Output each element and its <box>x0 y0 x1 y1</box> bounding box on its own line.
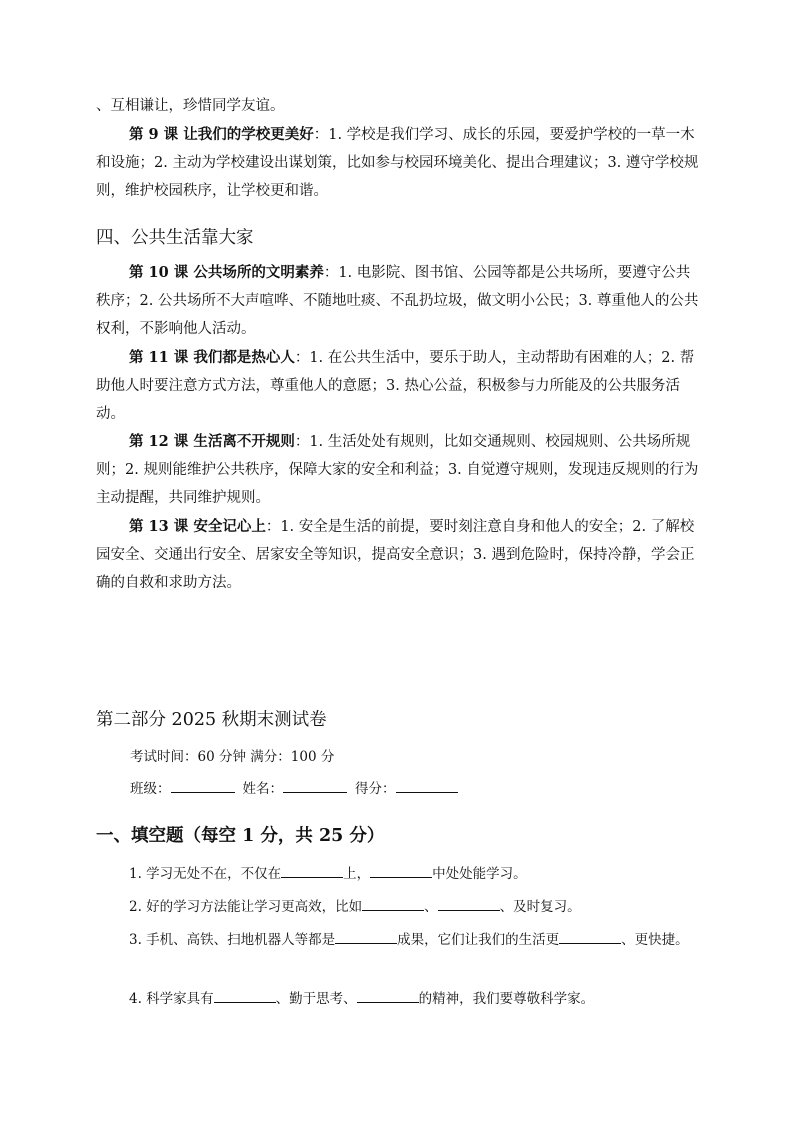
class-blank[interactable] <box>171 778 235 793</box>
lesson-12-text: ：1. 生活处处有规则，比如交通规则、校园规则、公共场所规则；2. 规则能维护公共秩序，保障大家的安全和利益；3. 自觉遵守规则，发现违反规则的行为主动提醒，共同维护规则。 <box>96 434 699 506</box>
question-1-text-b: 上， <box>343 866 371 882</box>
question-2-text-b: 、 <box>424 899 438 915</box>
question-1 <box>96 859 700 889</box>
question-1-blank-2[interactable] <box>370 863 432 878</box>
question-3-text-c: 、更快捷。 <box>621 932 689 948</box>
lesson-13-text: ：1. 安全是生活的前提，要时刻注意自身和他人的安全；2. 了解校园安全、交通出行安全、居家安全等知识，提高安全意识；3. 遇到危险时，保持冷静，学会正确的自救和求助方法。 <box>96 519 695 591</box>
question-4-text-a: 4. 科学家具有 <box>129 991 214 1007</box>
question-1-blank-1[interactable] <box>281 863 343 878</box>
lesson-11-title: 第 11 课 我们都是热心人 <box>129 349 295 366</box>
question-3-blank-1[interactable] <box>335 929 397 944</box>
name-label: 姓名： <box>242 781 283 797</box>
lesson-13-paragraph <box>96 513 700 597</box>
score-blank[interactable] <box>396 778 458 793</box>
lesson-11-text: ：1. 在公共生活中，要乐于助人，主动帮助有困难的人；2. 帮助他人时要注意方式方法，尊重他人的意愿；3. 热心公益，积极参与力所能及的公共服务活动。 <box>96 350 695 422</box>
question-3-blank-2[interactable] <box>559 929 621 944</box>
lesson-10-text: ：1. 电影院、图书馆、公园等都是公共场所，要遵守公共秩序；2. 公共场所不大声喧哗、不随地吐痰、不乱扔垃圾，做文明小公民；3. 尊重他人的公共权利，不影响他人活动。 <box>96 265 699 337</box>
question-1-text-c: 中处处能学习。 <box>432 866 527 882</box>
lesson-12-title: 第 12 课 生活离不开规则 <box>129 433 295 450</box>
exam-info: 考试时间：60 分钟 满分：100 分 <box>130 749 335 765</box>
lesson-13-title: 第 13 课 安全记心上 <box>129 518 266 535</box>
class-label: 班级： <box>130 781 171 797</box>
lesson-12-paragraph <box>96 428 700 512</box>
question-4-text-b: 、勤于思考、 <box>275 991 357 1007</box>
question-4-text-c: 的精神，我们要尊敬科学家。 <box>418 991 595 1007</box>
question-3-text-a: 3. 手机、高铁、扫地机器人等都是 <box>129 932 336 948</box>
section-1-heading: 一、填空题（每空 1 分，共 25 分） <box>96 826 385 846</box>
name-blank[interactable] <box>283 778 347 793</box>
lesson-9-paragraph <box>96 121 700 205</box>
question-2-blank-2[interactable] <box>438 896 500 911</box>
question-4-blank-1[interactable] <box>214 988 276 1003</box>
question-2-blank-1[interactable] <box>362 896 424 911</box>
lesson-9-title: 第 9 课 让我们的学校更美好 <box>129 126 314 143</box>
question-2 <box>96 892 700 922</box>
question-1-text-a: 1. 学习无处不在，不仅在 <box>129 866 282 882</box>
part-2-title: 第二部分 2025 秋期末测试卷 <box>96 710 327 730</box>
score-label: 得分： <box>355 781 396 797</box>
question-3-text-b: 成果，它们让我们的生活更 <box>397 932 560 948</box>
section-4-heading: 四、公共生活靠大家 <box>96 228 254 248</box>
continued-text: 、互相谦让，珍惜同学友谊。 <box>96 98 285 114</box>
question-4 <box>96 984 700 1014</box>
student-info-line <box>130 777 458 801</box>
question-3 <box>96 925 700 955</box>
lesson-9-text: ：1. 学校是我们学习、成长的乐园，要爱护学校的一草一木和设施；2. 主动为学校建设出谋划策，比如参与校园环境美化、提出合理建议；3. 遵守学校规则，维护校园秩序，让学校更和谐。 <box>96 127 699 199</box>
question-4-blank-2[interactable] <box>357 988 419 1003</box>
question-2-text-a: 2. 好的学习方法能让学习更高效，比如 <box>129 899 363 915</box>
question-2-text-c: 、及时复习。 <box>499 899 581 915</box>
lesson-11-paragraph <box>96 344 700 428</box>
lesson-10-title: 第 10 课 公共场所的文明素养 <box>129 264 324 281</box>
lesson-10-paragraph <box>96 259 700 343</box>
